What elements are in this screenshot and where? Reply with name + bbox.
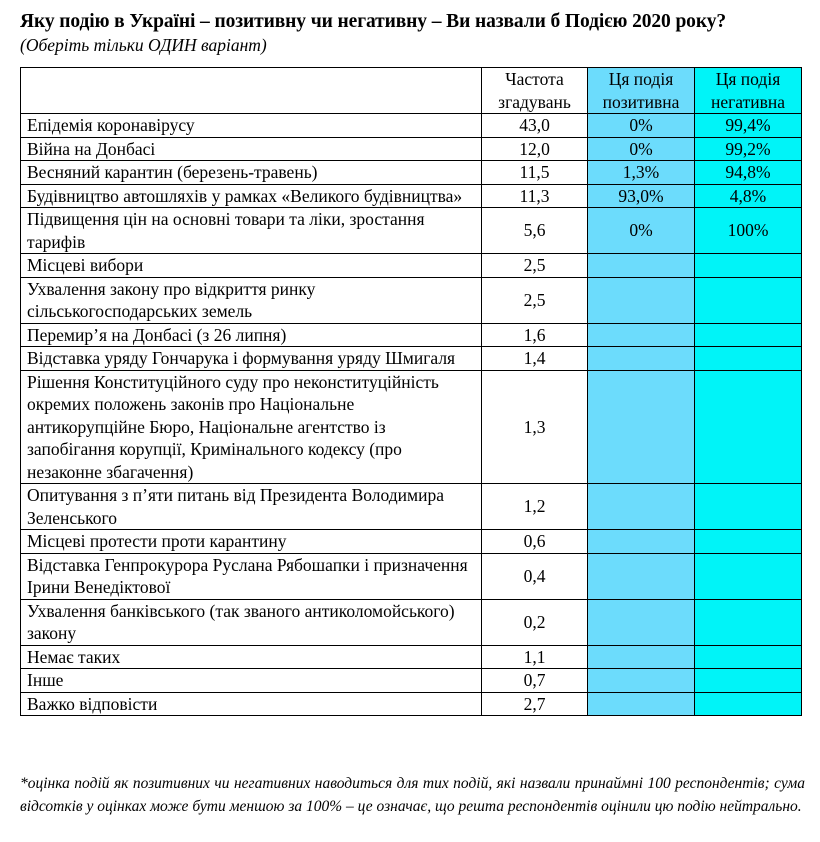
event-cell: Ухвалення закону про відкриття ринку сільськогосподарських земель [21, 277, 482, 323]
positive-cell [588, 553, 695, 599]
event-cell: Відставка Генпрокурора Руслана Рябошапки і призначення Ірини Венедіктової [21, 553, 482, 599]
positive-cell: 0% [588, 137, 695, 161]
frequency-cell: 2,5 [482, 277, 588, 323]
event-cell: Ухвалення банківського (так званого антиколомойського) закону [21, 599, 482, 645]
negative-cell [695, 277, 802, 323]
negative-cell [695, 553, 802, 599]
event-cell: Епідемія коронавірусу [21, 114, 482, 138]
event-cell: Будівництво автошляхів у рамках «Великого будівництва» [21, 184, 482, 208]
negative-cell: 4,8% [695, 184, 802, 208]
frequency-cell: 0,6 [482, 530, 588, 554]
table-row [21, 645, 802, 669]
table-row [21, 669, 802, 693]
event-cell: Опитування з п’яти питань від Президента Володимира Зеленського [21, 484, 482, 530]
frequency-cell: 1,2 [482, 484, 588, 530]
positive-cell [588, 669, 695, 693]
negative-cell [695, 370, 802, 484]
event-cell: Немає таких [21, 645, 482, 669]
page-subtitle: (Оберіть тільки ОДИН варіант) [20, 35, 267, 55]
header-negative: Ця подія негативна [695, 68, 802, 114]
event-cell: Місцеві вибори [21, 254, 482, 278]
positive-cell [588, 254, 695, 278]
positive-cell [588, 323, 695, 347]
positive-cell [588, 347, 695, 371]
positive-cell: 0% [588, 208, 695, 254]
header-positive: Ця подія позитивна [588, 68, 695, 114]
frequency-cell: 0,4 [482, 553, 588, 599]
frequency-cell: 0,2 [482, 599, 588, 645]
positive-cell: 93,0% [588, 184, 695, 208]
event-cell: Перемир’я на Донбасі (з 26 липня) [21, 323, 482, 347]
table-row [21, 553, 802, 599]
negative-cell [695, 645, 802, 669]
header-frequency: Частота згадувань [482, 68, 588, 114]
frequency-cell: 1,6 [482, 323, 588, 347]
frequency-cell: 12,0 [482, 137, 588, 161]
event-cell: Підвищення цін на основні товари та ліки, зростання тарифів [21, 208, 482, 254]
negative-cell: 100% [695, 208, 802, 254]
table-row [21, 530, 802, 554]
frequency-cell: 2,5 [482, 254, 588, 278]
frequency-cell: 11,5 [482, 161, 588, 185]
footnote: *оцінка подій як позитивних чи негативних наводиться для тих подій, які назвали принаймні 100 респондентів; сума відсотків у оцінках може бути меншою за 100% – це означає, що решта респондентів оцінили цю подію нейтрально. [20, 775, 805, 815]
table-row [21, 114, 802, 138]
frequency-cell: 1,3 [482, 370, 588, 484]
event-cell: Весняний карантин (березень-травень) [21, 161, 482, 185]
positive-cell: 0% [588, 114, 695, 138]
negative-cell [695, 599, 802, 645]
positive-cell [588, 645, 695, 669]
table-row [21, 161, 802, 185]
frequency-cell: 11,3 [482, 184, 588, 208]
event-cell: Рішення Конституційного суду про неконституційність окремих положень законів про Національне антикорупційне Бюро, Національне агентство із запобігання корупції, Кримінального кодексу (про незаконне збагачення) [21, 370, 482, 484]
header-event [21, 68, 482, 114]
table-row [21, 347, 802, 371]
events-table [20, 67, 802, 716]
positive-cell [588, 530, 695, 554]
table-row [21, 323, 802, 347]
table-row [21, 137, 802, 161]
table-row [21, 254, 802, 278]
event-cell: Війна на Донбасі [21, 137, 482, 161]
positive-cell [588, 484, 695, 530]
negative-cell [695, 323, 802, 347]
table-row [21, 599, 802, 645]
table-row [21, 184, 802, 208]
negative-cell [695, 484, 802, 530]
positive-cell [588, 692, 695, 716]
negative-cell: 94,8% [695, 161, 802, 185]
table-row [21, 370, 802, 484]
event-cell: Інше [21, 669, 482, 693]
negative-cell: 99,2% [695, 137, 802, 161]
negative-cell [695, 530, 802, 554]
table-row [21, 277, 802, 323]
positive-cell [588, 370, 695, 484]
frequency-cell: 1,4 [482, 347, 588, 371]
positive-cell [588, 277, 695, 323]
frequency-cell: 5,6 [482, 208, 588, 254]
table-header-row [21, 68, 802, 114]
negative-cell [695, 669, 802, 693]
event-cell: Відставка уряду Гончарука і формування уряду Шмигаля [21, 347, 482, 371]
event-cell: Місцеві протести проти карантину [21, 530, 482, 554]
table-row [21, 484, 802, 530]
negative-cell [695, 347, 802, 371]
negative-cell [695, 692, 802, 716]
page-title: Яку подію в Україні – позитивну чи негативну – Ви назвали б Подією 2020 року? [20, 11, 726, 32]
event-cell: Важко відповісти [21, 692, 482, 716]
frequency-cell: 43,0 [482, 114, 588, 138]
table-row [21, 208, 802, 254]
positive-cell [588, 599, 695, 645]
frequency-cell: 2,7 [482, 692, 588, 716]
table-row [21, 692, 802, 716]
negative-cell [695, 254, 802, 278]
positive-cell: 1,3% [588, 161, 695, 185]
frequency-cell: 1,1 [482, 645, 588, 669]
negative-cell: 99,4% [695, 114, 802, 138]
table-body [21, 114, 802, 716]
frequency-cell: 0,7 [482, 669, 588, 693]
